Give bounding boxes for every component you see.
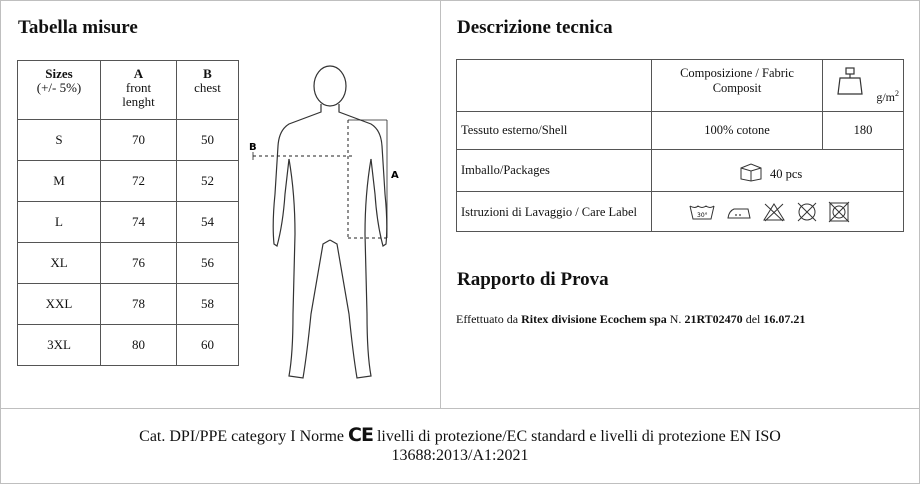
iron-icon [726,204,752,220]
table-row: XXL 78 58 [18,284,239,325]
weight-unit: g/m [876,90,895,104]
care-icons [652,192,904,232]
care-label: Istruzioni di Lavaggio / Care Label [457,192,652,232]
table-row: M 72 52 [18,161,239,202]
table-row: 3XL 80 60 [18,325,239,366]
weight-header: $g/m^2$ [823,60,904,112]
sizes-header: Sizes (+/- 5%) [18,61,101,120]
table-row [457,150,904,192]
no-tumble-dry-icon [828,201,850,223]
table-row: S 70 50 [18,120,239,161]
size-table [17,60,239,366]
shell-label: Tessuto esterno/Shell [457,112,652,150]
shell-weight: 180 [823,112,904,150]
body-measurement-figure [245,64,415,386]
table-row [457,192,904,232]
shell-composition: 100% cotone [652,112,823,150]
b-label: B [249,142,257,153]
report-lab: Ritex divisione Ecochem spa [521,312,667,326]
svg-text:30°: 30° [697,211,708,219]
packages-cell [652,150,904,192]
table-row: XL 76 56 [18,243,239,284]
wash-30-icon [688,203,716,221]
table-row [457,112,904,150]
report-title: Rapporto di Prova [457,269,609,290]
table-row: L 74 54 [18,202,239,243]
b-header: B chest [177,61,239,120]
horizontal-divider [0,408,920,409]
body-outline-icon [273,66,387,378]
no-bleach-icon [762,202,786,222]
weight-icon [835,66,865,98]
size-table-header [18,61,239,120]
vertical-divider [440,0,441,408]
report-date: 16.07.21 [763,312,806,326]
tech-header-row [457,60,904,112]
box-icon [738,160,764,182]
packages-value: 40 pcs [770,166,803,181]
tech-description-title: Descrizione tecnica [457,17,613,38]
size-table-title: Tabella misure [18,17,138,38]
a-label: A [391,170,399,181]
footer-text: Cat. DPI/PPE category I Norme CE livelli di protezione/EC standard e livelli di protezione EN ISO 13688:2013/A1:2021 [139,424,781,464]
ce-mark-icon: CE [348,424,373,446]
a-header: A front lenght [101,61,177,120]
tech-table [456,59,904,232]
no-dryclean-icon [796,201,818,223]
report-line: Effettuato da Ritex divisione Ecochem spa N. 21RT02470 del 16.07.21 [456,312,806,326]
composition-header: Composizione / Fabric Composit [652,60,823,112]
report-number: 21RT02470 [684,312,743,326]
packages-label: Imballo/Packages [457,150,652,192]
